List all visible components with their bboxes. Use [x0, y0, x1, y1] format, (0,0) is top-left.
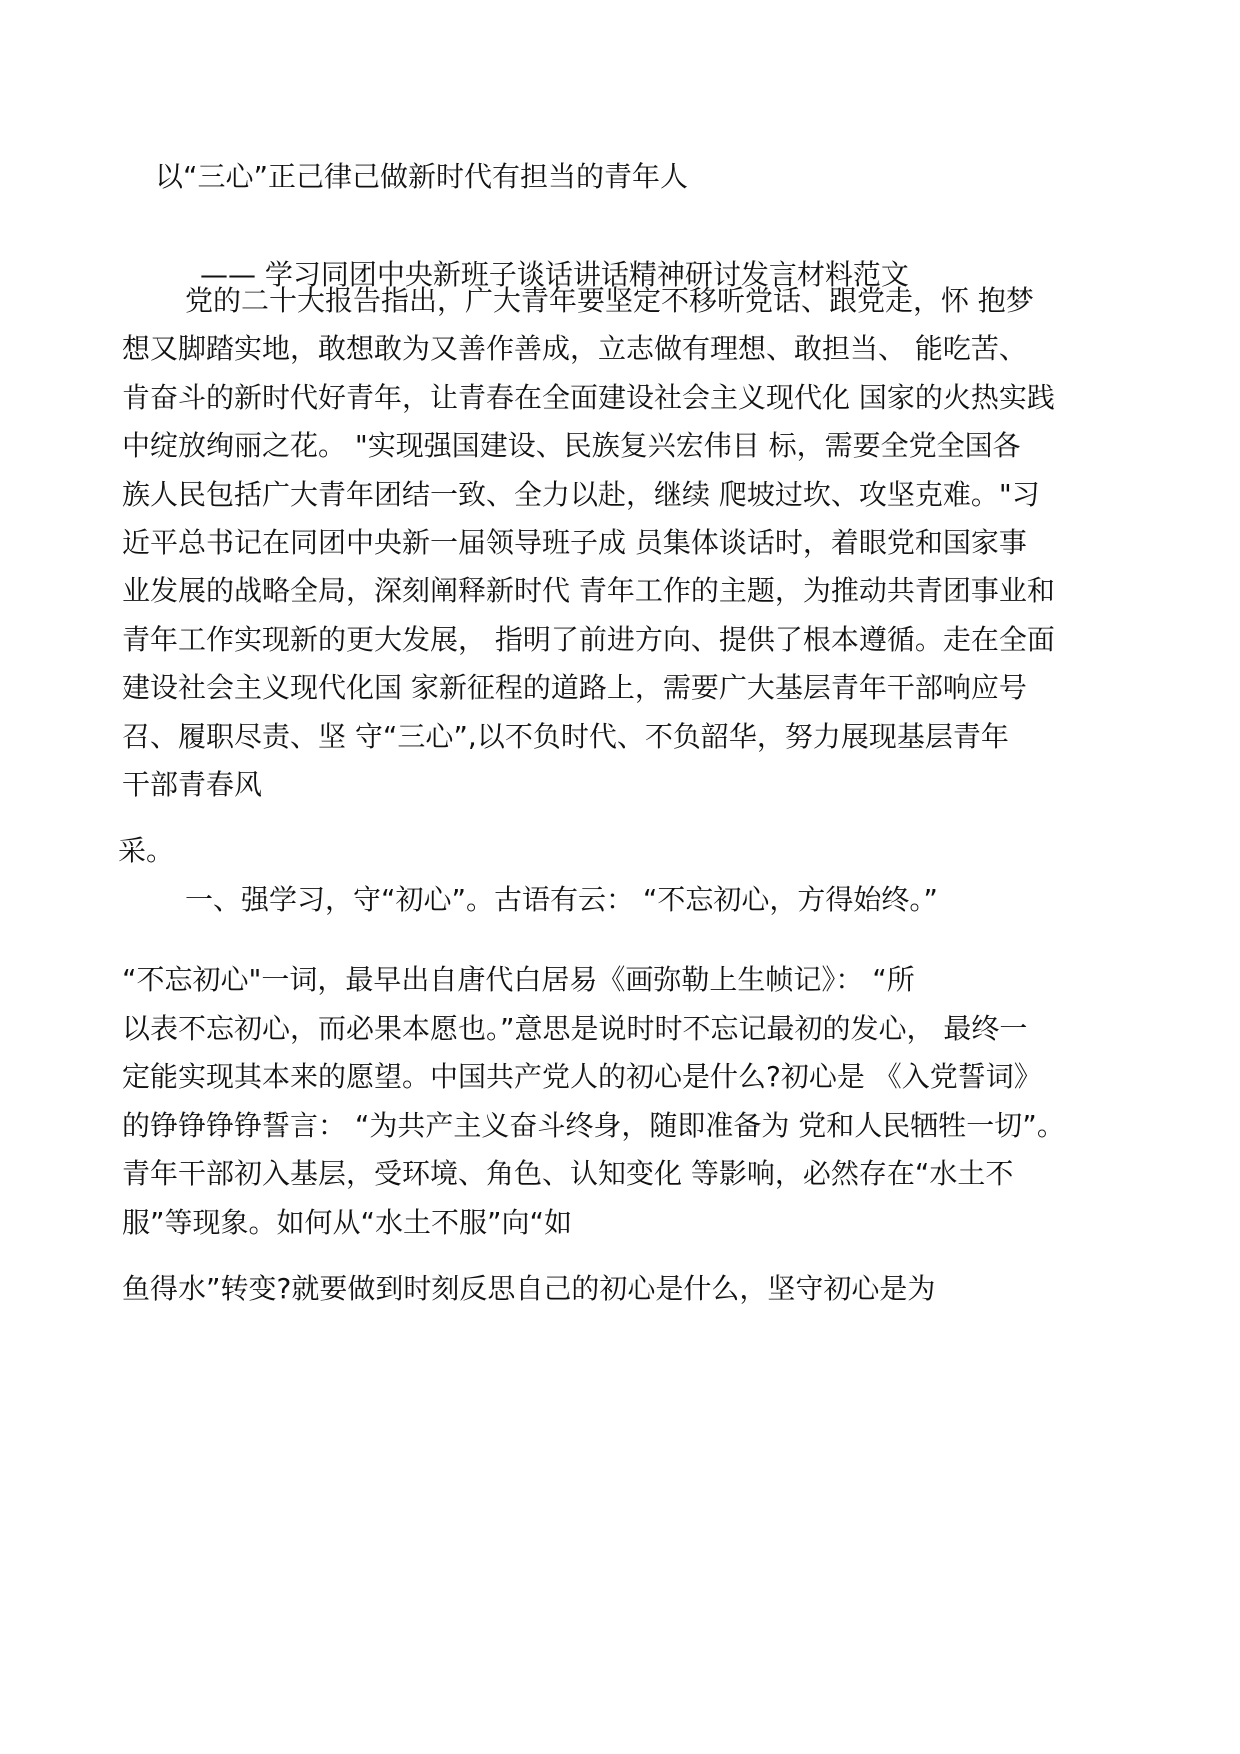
document-subtitle: —— 学习同团中央新班子谈话讲话精神研讨发言材料范文 — [200, 258, 909, 291]
body-line: 党的二十大报告指出，广大青年要坚定不移听党话、跟党走，怀 抱梦 — [185, 284, 1034, 317]
body-line: 业发展的战略全局，深刻阐释新时代 青年工作的主题，为推动共青团事业和 — [122, 574, 1055, 607]
body-line: 干部青春风 — [122, 768, 263, 801]
document-title: 以“三心”正己律己做新时代有担当的青年人 — [155, 160, 689, 193]
body-line: 的铮铮铮铮誓言： “为共产主义奋斗终身，随即准备为 党和人民牺牲一切”。 — [122, 1109, 1065, 1142]
body-line: 想又脚踏实地，敢想敢为又善作善成，立志做有理想、敢担当、 能吃苦、 — [122, 332, 1027, 365]
body-line: 服”等现象。如何从“水土不服”向“如 — [122, 1206, 573, 1239]
body-line: 采。 — [118, 834, 175, 867]
body-line: 定能实现其本来的愿望。中国共产党人的初心是什么?初心是 《入党誓词》 — [122, 1060, 1042, 1093]
body-line: 近平总书记在同团中央新一届领导班子成 员集体谈话时，着眼党和国家事 — [122, 526, 1027, 559]
body-line: 青年干部初入基层，受环境、角色、认知变化 等影响，必然存在“水土不 — [122, 1157, 1014, 1190]
body-line: 召、履职尽责、坚 守“三心”,以不负时代、不负韶华，努力展现基层青年 — [122, 720, 1009, 753]
body-line: 青年工作实现新的更大发展， 指明了前进方向、提供了根本遵循。走在全面 — [122, 623, 1055, 656]
body-line: 中绽放绚丽之花。 "实现强国建设、民族复兴宏伟目 标，需要全党全国各 — [122, 429, 1021, 462]
body-line: 以表不忘初心，而必果本愿也。”意思是说时时不忘记最初的发心， 最终一 — [122, 1012, 1028, 1045]
body-line: 族人民包括广大青年团结一致、全力以赴，继续 爬坡过坎、攻坚克难。"习 — [122, 478, 1040, 511]
body-line: 鱼得水”转变?就要做到时刻反思自己的初心是什么，坚守初心是为 — [122, 1272, 936, 1305]
body-line: 肯奋斗的新时代好青年，让青春在全面建设社会主义现代化 国家的火热实践 — [122, 381, 1055, 414]
body-line: “不忘初心"一词，最早出自唐代白居易《画弥勒上生帧记》： “所 — [122, 963, 915, 996]
section-heading: 一、强学习，守“初心”。古语有云： “不忘初心，方得始终。” — [185, 883, 938, 916]
body-line: 建设社会主义现代化国 家新征程的道路上，需要广大基层青年干部响应号 — [122, 671, 1027, 704]
